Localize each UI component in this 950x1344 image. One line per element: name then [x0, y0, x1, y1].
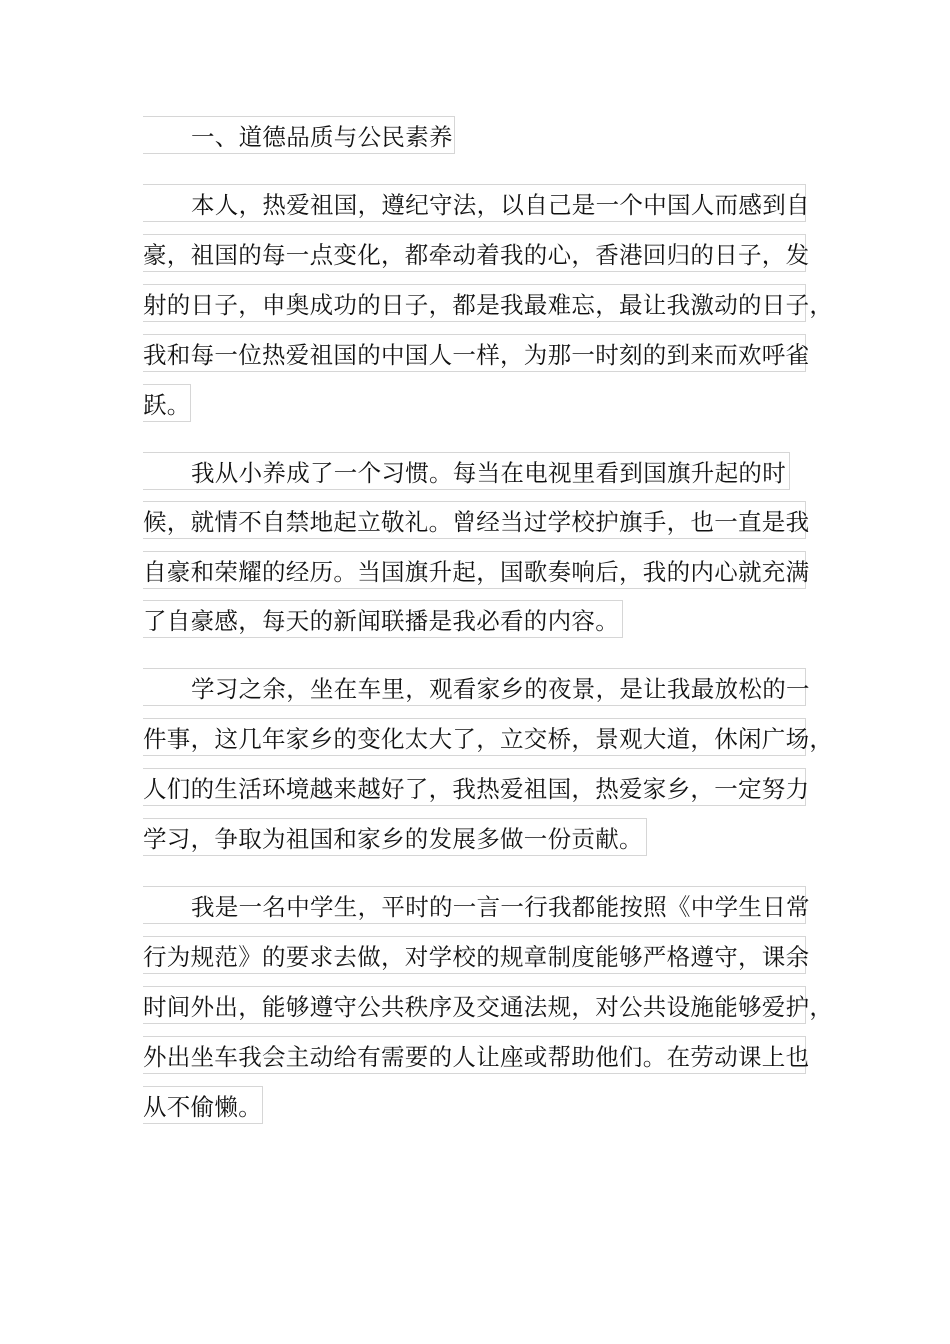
paragraph-4-line-4: 外出坐车我会主动给有需要的人让座或帮助他们。在劳动课上也	[143, 1036, 806, 1074]
paragraph-4-line-3: 时间外出，能够遵守公共秩序及交通法规，对公共设施能够爱护，	[143, 986, 806, 1024]
paragraph-4-line-5: 从不偷懒。	[143, 1086, 263, 1124]
paragraph-1-line-1: 本人，热爱祖国，遵纪守法，以自己是一个中国人而感到自	[143, 184, 806, 222]
paragraph-3-line-2: 件事，这几年家乡的变化太大了，立交桥，景观大道，休闲广场，	[143, 718, 806, 756]
paragraph-4-line-1: 我是一名中学生，平时的一言一行我都能按照《中学生日常	[143, 886, 806, 924]
paragraph-2-line-2: 候，就情不自禁地起立敬礼。曾经当过学校护旗手，也一直是我	[143, 501, 806, 539]
paragraph-2-line-3: 自豪和荣耀的经历。当国旗升起，国歌奏响后，我的内心就充满	[143, 551, 806, 589]
paragraph-2-line-4: 了自豪感，每天的新闻联播是我必看的内容。	[143, 600, 623, 638]
paragraph-3-line-1: 学习之余，坐在车里，观看家乡的夜景，是让我最放松的一	[143, 668, 806, 706]
paragraph-1-line-4: 我和每一位热爱祖国的中国人一样，为那一时刻的到来而欢呼雀	[143, 334, 806, 372]
section-heading: 一、道德品质与公民素养	[143, 116, 455, 154]
paragraph-2-line-1: 我从小养成了一个习惯。每当在电视里看到国旗升起的时	[143, 452, 790, 490]
paragraph-1-line-3: 射的日子，申奥成功的日子，都是我最难忘，最让我激动的日子，	[143, 284, 806, 322]
paragraph-1-line-5: 跃。	[143, 384, 191, 422]
paragraph-3-line-3: 人们的生活环境越来越好了，我热爱祖国，热爱家乡，一定努力	[143, 768, 806, 806]
paragraph-3-line-4: 学习，争取为祖国和家乡的发展多做一份贡献。	[143, 818, 647, 856]
paragraph-1-line-2: 豪，祖国的每一点变化，都牵动着我的心，香港回归的日子，发	[143, 234, 806, 272]
paragraph-4-line-2: 行为规范》的要求去做，对学校的规章制度能够严格遵守，课余	[143, 936, 806, 974]
